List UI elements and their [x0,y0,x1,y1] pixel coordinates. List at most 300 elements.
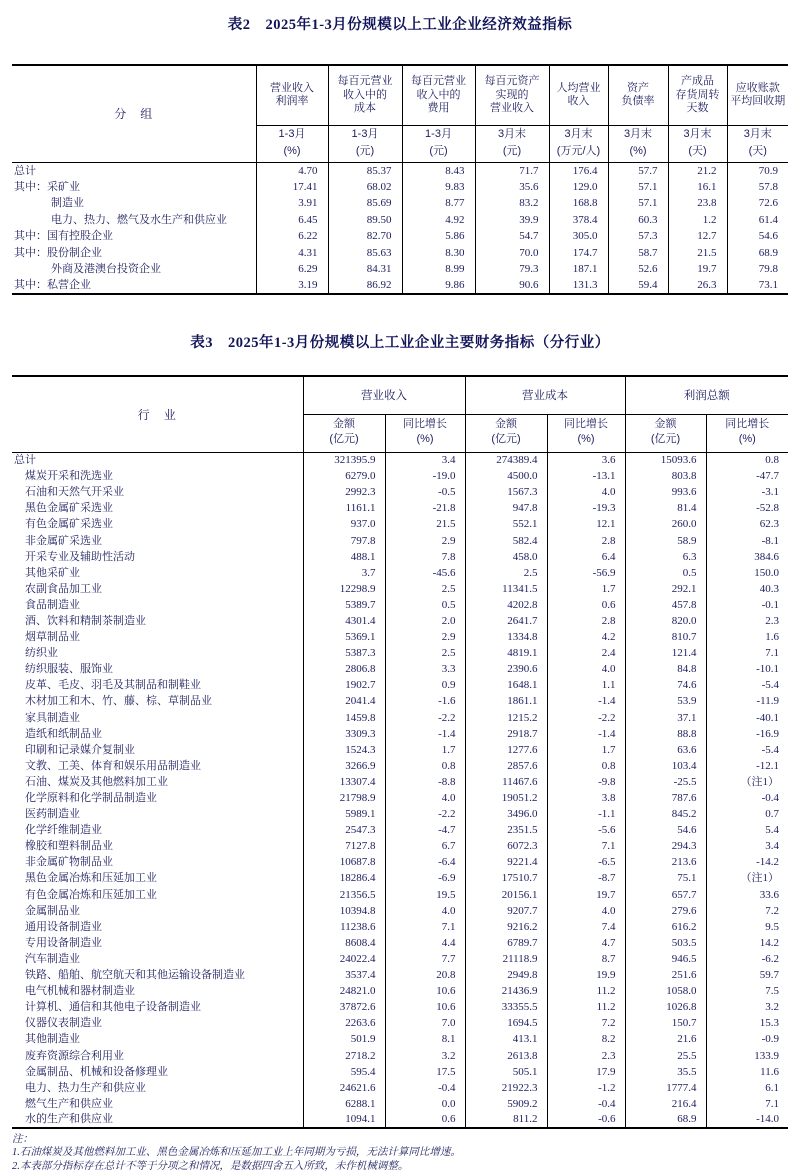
value-cell: 26.3 [668,278,727,295]
period-label: 1-3月 [425,127,452,140]
table3-row [12,1080,788,1096]
header-line: 实现的 [495,88,529,101]
value-cell: 8.7 [547,951,625,967]
column-header [256,65,328,125]
value-cell: 21356.5 [303,887,385,903]
row-label: 金属制品、机械和设备修理业 [25,1065,168,1078]
row-label: 皮革、毛皮、羽毛及其制品和制鞋业 [25,679,201,692]
value-cell: 552.1 [465,516,547,532]
value-cell: 6.3 [625,549,706,565]
value-cell: 25.5 [625,1047,706,1063]
period-label: 3月末 [683,127,712,140]
value-cell: 39.9 [475,212,549,229]
unit-label: (亿元) [650,433,681,445]
row-label: 其中：股份制企业 [14,246,102,259]
value-cell: 1694.5 [465,1015,547,1031]
value-cell: -19.0 [385,468,465,484]
value-cell: 82.70 [328,228,402,245]
unit-label: (%) [283,145,301,157]
value-cell: -1.4 [547,726,625,742]
value-cell: 2263.6 [303,1015,385,1031]
value-cell: 174.7 [549,245,608,262]
value-cell: 10.6 [385,999,465,1015]
header-line: 每百元营业 [337,75,393,87]
value-cell: -8.8 [385,774,465,790]
value-cell: 70.9 [727,162,788,179]
value-cell: 37872.6 [303,999,385,1015]
header-line: 成本 [354,102,376,114]
value-cell: 88.8 [625,726,706,742]
table2-header [12,65,788,162]
value-cell: 7.2 [547,1015,625,1031]
row-label: 专用设备制造业 [25,936,102,949]
value-cell: 0.8 [547,758,625,774]
unit-label: (亿元) [329,433,359,445]
header-line: 收入中的 [416,88,461,101]
table2-header-title-row [12,65,788,125]
value-cell: 3.4 [385,452,465,468]
value-cell: 54.7 [475,228,549,245]
value-cell: 14.2 [706,935,788,951]
value-cell: 2.9 [385,532,465,548]
value-cell: 274389.4 [465,452,547,468]
value-cell: 4.0 [385,903,465,919]
value-cell: 657.7 [625,887,706,903]
value-cell: 820.0 [625,613,706,629]
header-line: 资产 [627,81,649,94]
value-cell: 384.6 [706,549,788,565]
value-cell: 321395.9 [303,452,385,468]
row-label: 其他采矿业 [25,566,80,579]
value-cell: -11.9 [706,693,788,709]
value-cell: 3.91 [256,195,328,212]
value-cell: 187.1 [549,261,608,278]
value-cell: 85.69 [328,195,402,212]
value-cell: -47.7 [706,468,788,484]
table3-header [12,376,788,452]
table3-row [12,693,788,709]
period-label: 3月末 [743,127,772,140]
value-cell: 84.31 [328,261,402,278]
value-cell: 2.3 [706,613,788,629]
table3-row [12,870,788,886]
value-cell: 413.1 [465,1031,547,1047]
value-cell: 1524.3 [303,742,385,758]
value-cell: 2.8 [547,613,625,629]
table3-row [12,484,788,500]
value-cell: 4.0 [547,661,625,677]
value-cell: -6.2 [706,951,788,967]
value-cell: -0.4 [547,1096,625,1112]
value-cell: 59.7 [706,967,788,983]
value-cell: 35.5 [625,1064,706,1080]
header-line: 营业收入 [270,81,314,94]
row-label: 医药制造业 [25,808,80,821]
subcolumn-label: 金额 [333,418,355,430]
table3-row [12,1112,788,1128]
value-cell: 83.2 [475,195,549,212]
value-cell: 121.4 [625,645,706,661]
value-cell: 90.6 [475,278,549,295]
table3-row [12,1064,788,1080]
value-cell: -1.1 [547,806,625,822]
table3-row [12,565,788,581]
value-cell: 62.3 [706,516,788,532]
value-cell: 75.1 [625,870,706,886]
value-cell: -19.3 [547,500,625,516]
value-cell: 4301.4 [303,613,385,629]
row-label: 总计 [14,454,36,467]
value-cell: 0.7 [706,806,788,822]
value-cell: 33.6 [706,887,788,903]
row-label: 农副食品加工业 [25,582,102,595]
value-cell: 20156.1 [465,887,547,903]
value-cell: 5389.7 [303,597,385,613]
value-cell: -1.6 [385,693,465,709]
value-cell: 5369.1 [303,629,385,645]
header-line: 收入 [567,95,590,108]
unit-label: (%) [416,433,434,445]
table3-row [12,854,788,870]
value-cell: 11.6 [706,1064,788,1080]
value-cell: 3537.4 [303,967,385,983]
value-cell: -40.1 [706,710,788,726]
column-period-unit [668,125,727,162]
value-cell: 11238.6 [303,919,385,935]
row-label: 铁路、船舶、航空航天和其他运输设备制造业 [25,969,245,982]
value-cell: 74.6 [625,677,706,693]
value-cell: 2.5 [385,581,465,597]
value-cell: 15093.6 [625,452,706,468]
table2-title: 表2 2025年1-3月份规模以上工业企业经济效益指标 [227,17,573,33]
value-cell: 4819.1 [465,645,547,661]
value-cell: 3309.3 [303,726,385,742]
value-cell: 7.1 [547,838,625,854]
row-label: 其他制造业 [25,1033,80,1046]
unit-label: (万元/人) [556,145,601,157]
value-cell: 3496.0 [465,806,547,822]
value-cell: 19.7 [668,261,727,278]
value-cell: 2.5 [385,645,465,661]
table3-row [12,532,788,548]
value-cell: 595.4 [303,1064,385,1080]
column-period-unit [328,125,402,162]
value-cell: 811.2 [465,1112,547,1128]
value-cell: 0.6 [385,1112,465,1128]
row-label: 酒、饮料和精制茶制造业 [25,614,146,627]
value-cell: 9207.7 [465,903,547,919]
value-cell: 1.2 [668,212,727,229]
value-cell: 58.9 [625,532,706,548]
value-cell: 59.4 [608,278,668,295]
column-header [668,65,727,125]
subcolumn-header [625,414,706,452]
value-cell: 458.0 [465,549,547,565]
header-line: 利润率 [275,95,309,108]
value-cell: 1902.7 [303,677,385,693]
table3-row [12,710,788,726]
value-cell: 1.7 [547,742,625,758]
row-label: 有色金属冶炼和压延加工业 [25,888,157,901]
value-cell: -14.2 [706,854,788,870]
value-cell: 57.1 [608,195,668,212]
value-cell: 1026.8 [625,999,706,1015]
table3-row [12,549,788,565]
value-cell: 24022.4 [303,951,385,967]
value-cell: 10394.8 [303,903,385,919]
table3-row [12,742,788,758]
row-label: 印刷和记录媒介复制业 [25,743,135,756]
value-cell: 4.0 [385,790,465,806]
header-line: 每百元资产 [484,75,540,87]
value-cell: 2992.3 [303,484,385,500]
value-cell: 503.5 [625,935,706,951]
value-cell: 8608.4 [303,935,385,951]
value-cell: -6.4 [385,854,465,870]
value-cell: 251.6 [625,967,706,983]
value-cell: 4.7 [547,935,625,951]
subcolumn-label: 金额 [495,418,517,430]
table3-row [12,500,788,516]
subcolumn-header [385,414,465,452]
value-cell: 84.8 [625,661,706,677]
value-cell: -10.1 [706,661,788,677]
value-cell: 279.6 [625,903,706,919]
unit-label: (%) [738,433,756,445]
value-cell: -0.4 [706,790,788,806]
table3-title: 表3 2025年1-3月份规模以上工业企业主要财务指标（分行业） [190,335,610,351]
value-cell: 4.0 [547,484,625,500]
header-line: 费用 [427,102,450,114]
value-cell: 8.77 [402,195,475,212]
value-cell: 2857.6 [465,758,547,774]
row-label: 开采专业及辅助性活动 [25,550,135,563]
value-cell: 24821.0 [303,983,385,999]
value-cell: 33355.5 [465,999,547,1015]
value-cell: 2.3 [547,1047,625,1063]
column-header [475,65,549,125]
value-cell: 21.6 [625,1031,706,1047]
value-cell: -9.8 [547,774,625,790]
table-notes [12,1133,788,1174]
table3-row [12,758,788,774]
value-cell: 4202.8 [465,597,547,613]
value-cell: 3266.9 [303,758,385,774]
value-cell: 19051.2 [465,790,547,806]
value-cell: 85.63 [328,245,402,262]
value-cell: 2613.8 [465,1047,547,1063]
value-cell: 294.3 [625,838,706,854]
value-cell: 73.1 [727,278,788,295]
value-cell: 2641.7 [465,613,547,629]
value-cell: 6288.1 [303,1096,385,1112]
value-cell: 1777.4 [625,1080,706,1096]
value-cell: 52.6 [608,261,668,278]
value-cell: 1058.0 [625,983,706,999]
value-cell: 7.0 [385,1015,465,1031]
header-line: 每百元营业 [411,75,466,87]
value-cell: 787.6 [625,790,706,806]
value-cell: 7.1 [385,919,465,935]
value-cell: 797.8 [303,532,385,548]
value-cell: 6.45 [256,212,328,229]
value-cell: 85.37 [328,162,402,179]
value-cell: 993.6 [625,484,706,500]
unit-label: (元) [355,145,375,157]
row-label: 外商及港澳台投资企业 [51,263,161,276]
subcolumn-header [303,414,385,452]
value-cell: 6.29 [256,261,328,278]
row-label: 石油和天然气开采业 [25,486,124,499]
value-cell: -2.2 [385,710,465,726]
column-header [402,65,475,125]
table3-row [12,613,788,629]
value-cell: 2.4 [547,645,625,661]
value-cell: 21.5 [385,516,465,532]
table3-row [12,999,788,1015]
row-label: 制造业 [51,197,84,210]
subcolumn-header [547,414,625,452]
unit-label: (天) [688,145,707,157]
value-cell: 79.8 [727,261,788,278]
row-label: 纺织服装、服饰业 [25,663,113,676]
row-label: 计算机、通信和其他电子设备制造业 [25,1001,201,1014]
table3-row [12,581,788,597]
group-header: 利润总额 [625,376,788,414]
value-cell: 3.4 [706,838,788,854]
table3-row [12,516,788,532]
unit-label: (%) [577,433,595,445]
value-cell: 8.2 [547,1031,625,1047]
table3-row [12,661,788,677]
table3-row [12,1015,788,1031]
table3-row [12,919,788,935]
value-cell: 89.50 [328,212,402,229]
value-cell: 0.5 [385,597,465,613]
column-period-unit [256,125,328,162]
row-label: 通用设备制造业 [25,920,102,933]
value-cell: 0.8 [385,758,465,774]
period-label: 3月末 [497,127,527,140]
table3-row [12,887,788,903]
value-cell: 21922.3 [465,1080,547,1096]
value-cell: -1.4 [385,726,465,742]
value-cell: -0.5 [385,484,465,500]
value-cell: 57.7 [608,162,668,179]
value-cell: 1215.2 [465,710,547,726]
value-cell: 72.6 [727,195,788,212]
value-cell: 378.4 [549,212,608,229]
value-cell: 4.0 [547,903,625,919]
column-header [328,65,402,125]
table3-row [12,1096,788,1112]
table3-row [12,806,788,822]
value-cell: 582.4 [465,532,547,548]
value-cell: 1459.8 [303,710,385,726]
table2-row [12,228,788,245]
value-cell: 810.7 [625,629,706,645]
row-label: 非金属矿物制品业 [25,856,113,869]
value-cell: 86.92 [328,278,402,295]
value-cell: 6.22 [256,228,328,245]
value-cell: 6.4 [547,549,625,565]
value-cell: 17.9 [547,1064,625,1080]
value-cell: 23.8 [668,195,727,212]
value-cell: 6279.0 [303,468,385,484]
value-cell: 3.8 [547,790,625,806]
value-cell: 1.7 [547,581,625,597]
value-cell: 8.43 [402,162,475,179]
value-cell: -8.1 [706,532,788,548]
value-cell: 3.2 [385,1047,465,1063]
value-cell: 103.4 [625,758,706,774]
subcolumn-header [706,414,788,452]
value-cell: -45.6 [385,565,465,581]
table3-row [12,452,788,468]
row-label: 木材加工和木、竹、藤、棕、草制品业 [25,695,212,708]
row-label: 电力、热力、燃气及水生产和供应业 [51,213,227,226]
value-cell: 213.6 [625,854,706,870]
value-cell: 2806.8 [303,661,385,677]
value-cell: -14.0 [706,1112,788,1128]
value-cell: 129.0 [549,179,608,196]
value-cell: 81.4 [625,500,706,516]
value-cell: 1.1 [547,677,625,693]
value-cell: 21.5 [668,245,727,262]
group-header: 营业收入 [303,376,465,414]
value-cell: 19.7 [547,887,625,903]
value-cell: 7.4 [547,919,625,935]
value-cell: 803.8 [625,468,706,484]
value-cell: 3.7 [303,565,385,581]
value-cell: 168.8 [549,195,608,212]
value-cell: 9216.2 [465,919,547,935]
value-cell: 19.9 [547,967,625,983]
value-cell: 6072.3 [465,838,547,854]
row-label: 汽车制造业 [25,952,80,965]
value-cell: -5.4 [706,742,788,758]
value-cell: 4500.0 [465,468,547,484]
value-cell: -6.9 [385,870,465,886]
value-cell: （注1） [706,774,788,790]
value-cell: 20.8 [385,967,465,983]
value-cell: 2.0 [385,613,465,629]
value-cell: 133.9 [706,1047,788,1063]
row-label: 水的生产和供应业 [25,1113,113,1126]
value-cell: 2351.5 [465,822,547,838]
value-cell: -2.2 [385,806,465,822]
row-label: 电气机械和器材制造业 [25,985,135,998]
value-cell: 21436.9 [465,983,547,999]
row-label: 化学纤维制造业 [25,824,102,837]
table3-row [12,597,788,613]
value-cell: 501.9 [303,1031,385,1047]
table2-row [12,179,788,196]
value-cell: 150.7 [625,1015,706,1031]
value-cell: 946.5 [625,951,706,967]
value-cell: 6789.7 [465,935,547,951]
unit-label: (%) [629,145,647,157]
value-cell: 937.0 [303,516,385,532]
value-cell: 1277.6 [465,742,547,758]
value-cell: 2.9 [385,629,465,645]
value-cell: 16.1 [668,179,727,196]
unit-label: (元) [502,145,522,157]
value-cell: 505.1 [465,1064,547,1080]
table3-row [12,774,788,790]
value-cell: 845.2 [625,806,706,822]
subcolumn-label: 同比增长 [725,418,770,430]
